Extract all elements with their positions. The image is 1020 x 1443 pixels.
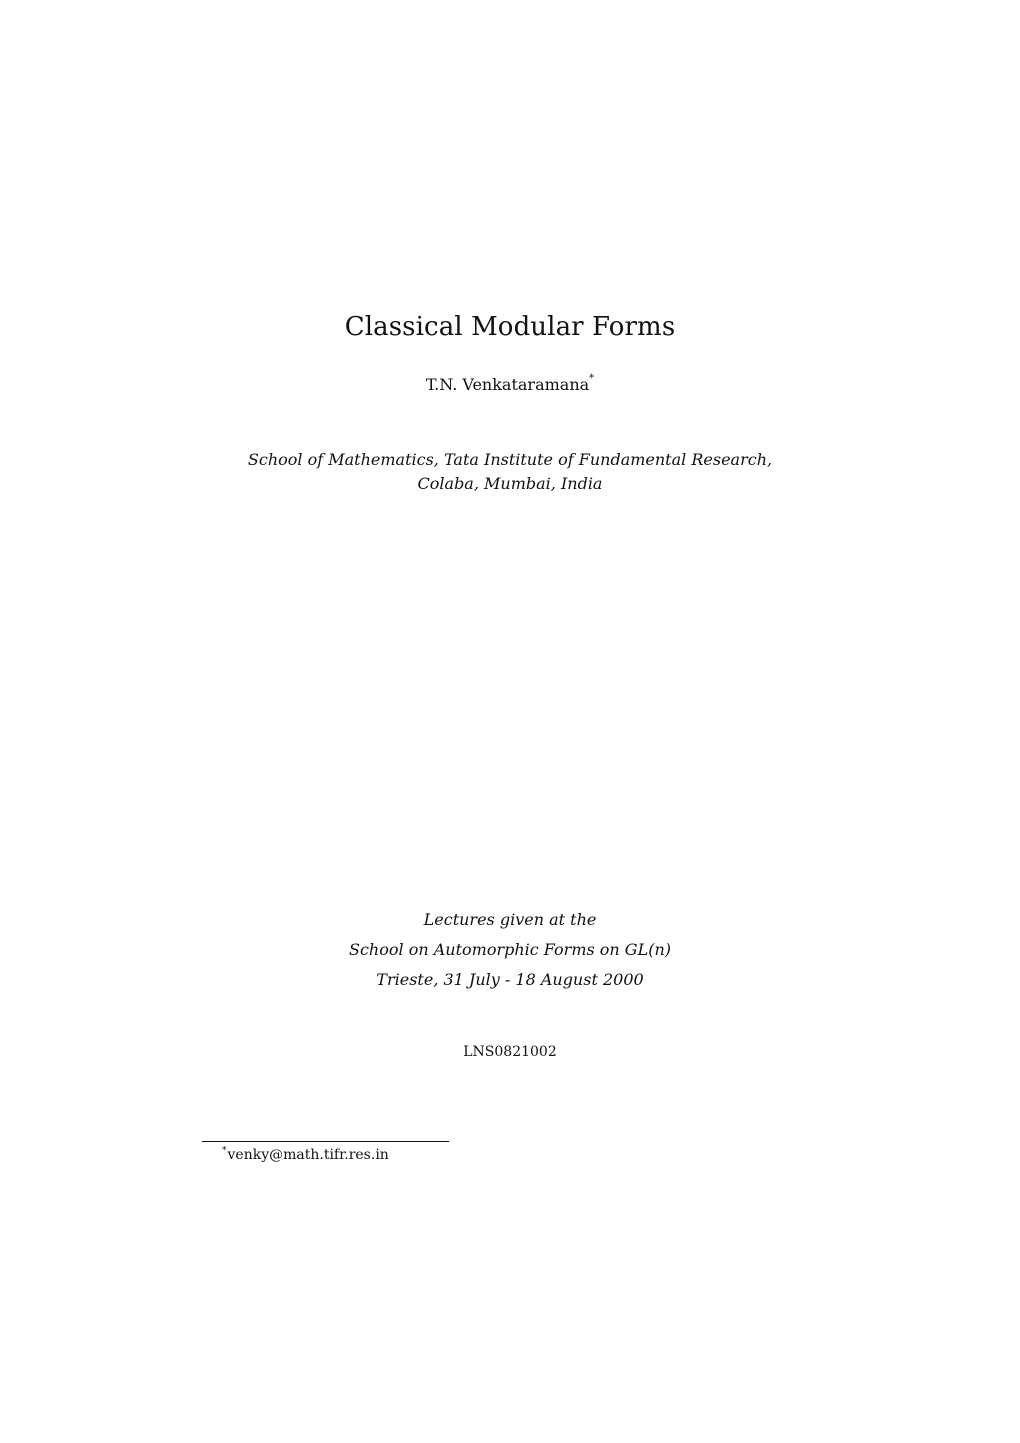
affiliation-line-2: Colaba, Mumbai, India <box>417 474 603 493</box>
author-footnote-mark: * <box>589 373 595 384</box>
lectures-line-3: Trieste, 31 July - 18 August 2000 <box>376 970 644 989</box>
affiliation-line-1: School of Mathematics, Tata Institute of Fundamental Research, <box>247 450 773 469</box>
footnote-email: venky@math.tifr.res.in <box>227 1147 389 1163</box>
footnote-mark: * <box>222 1146 227 1156</box>
footnote <box>222 1147 389 1163</box>
lectures-line-2: School on Automorphic Forms on GL(n) <box>349 940 671 959</box>
lectures-line-1: Lectures given at the <box>423 910 597 929</box>
document-code: LNS0821002 <box>463 1044 557 1060</box>
author-name: T.N. Venkataramana <box>425 375 590 394</box>
author-line <box>0 375 1020 394</box>
footnote-rule <box>202 1141 449 1142</box>
paper-title: Classical Modular Forms <box>344 312 676 342</box>
